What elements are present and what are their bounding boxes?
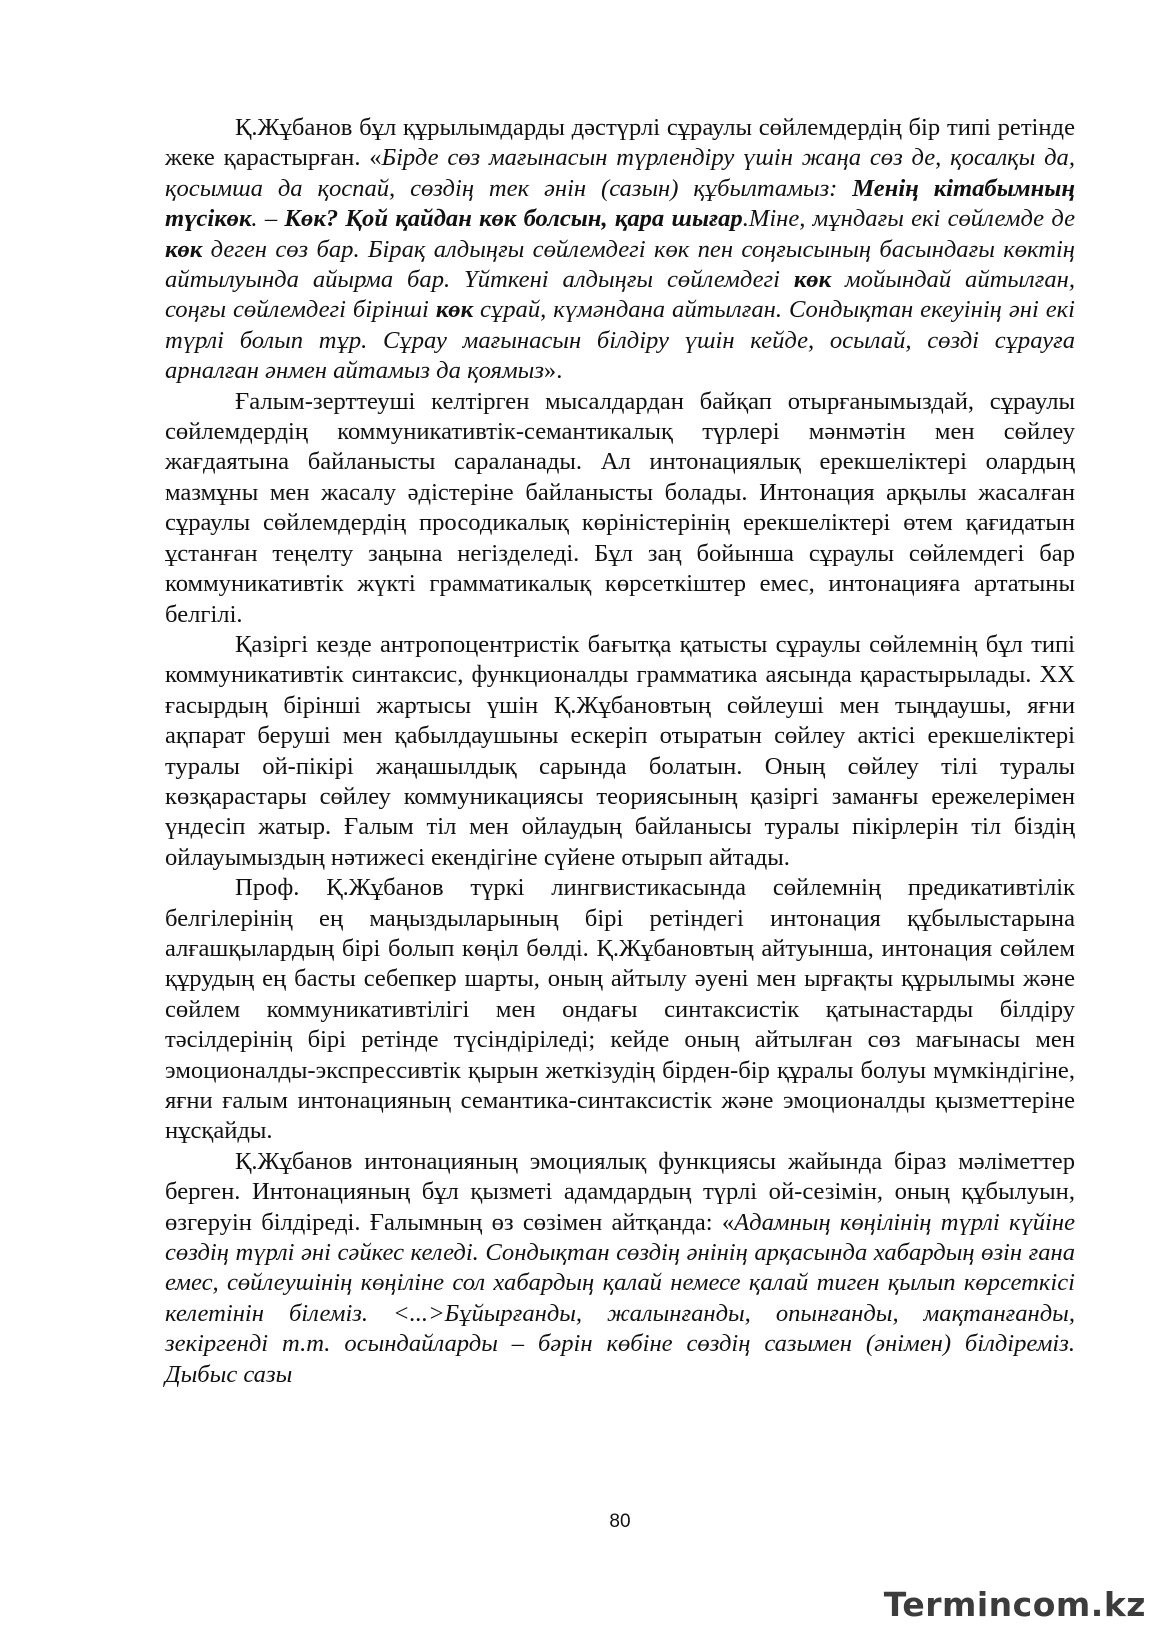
text-run: көк [793, 266, 832, 294]
text-run: Қ.Жұбанов интонацияның эмоциялық функциясы жайында біраз мәліметтер берген. Интонацияның бұл қызметі адамдардың түрлі ой-сезімін, оның құбылуын, өзгеруін білдіреді. Ғалымның өз сөзімен айтқанда: « [165, 1147, 1075, 1236]
text-run: ». [543, 357, 563, 385]
text-run: көк [435, 296, 474, 324]
text-run: Қазіргі кезде антропоцентристік бағытқа қатысты сұраулы сөйлемнің бұл типі коммуникативтік синтаксис, функционалды грамматика аясында қарастырылады. ХХ ғасырдың бірінші жартысы үшін Қ.Жұбановтың сөйлеуші мен тыңдаушы, яғни ақпарат беруші мен қабылдаушыны ескеріп отыратын сөйлеу актісі ерекшеліктері туралы ой-пікірі жаңашылдық сарында болатын. Оның сөйлеу тілі туралы көзқарастары сөйлеу коммуникациясы теориясының қазіргі заманғы ережелерімен үндесіп жатыр. Ғалым тіл мен ойлаудың байланысы туралы пікірлерін тіл біздің ойлауымыздың нәтижесі екендігіне сүйене отырып айтады. [165, 630, 1075, 871]
text-run: Қ.Жұбанов бұл құрылымдарды дәстүрлі сұраулы сөйлемдердің бір типі ретінде жеке қарастырған. « [165, 114, 1075, 172]
text-run: Менің кітабымның түсі [165, 174, 1075, 233]
site-logo: Termincom.kz [883, 1585, 1146, 1624]
document-body [165, 113, 1075, 1390]
paragraph-5 [165, 1147, 1075, 1390]
text-run: көк [165, 235, 203, 263]
paragraph-2 [165, 387, 1075, 630]
paragraph-4 [165, 873, 1075, 1147]
page-number: 80 [609, 1511, 631, 1532]
text-run: деген сөз бар. Бірақ алдыңғы сөйлемдегі көк пен соңғысының басындағы көктің айтылуында айырма бар. Үйткені алдыңғы сөйлемдегі [165, 235, 1075, 294]
text-run: Адамның көңілінің түрлі күйіне сөздің түрлі әні сәйкес келеді. Сондықтан сөздің әнінің арқасында хабардың өзін ғана емес, сөйлеушінің көңіліне сол хабардың қалай немесе қалай тиген қылып көрсеткісі келетінін білеміз. <...>Бұйырғанды, жалынғанды, опынғанды, мақтанғанды, зекіргенді т.т. осындайларды – бәрін көбіне сөздің сазымен (әнімен) білдіреміз. Дыбыс сазы [165, 1208, 1076, 1388]
text-run: Бірде сөз мағынасын түрлендіру үшін жаңа сөз де, қосалқы да, қосымша да қоспай, сөздің тек әнін (сазын) құбылтамыз: [165, 144, 1075, 202]
text-run: .Міне, мұндағы екі сөйлемде де [742, 205, 1076, 233]
text-run: Проф. Қ.Жұбанов түркі лингвистикасында сөйлемнің предикативтілік белгілерінің ең маңыздыларының бірі ретіндегі интонация құбылыстарына алғашқылардың бірі болып көңіл бөлді. Қ.Жұбановтың айтуынша, интонация сөйлем құрудың ең басты себепкер шарты, оның айтылу әуені мен ырғақты құрылымы және сөйлем коммуникативтілігі мен ондағы синтаксистік қатынастарды білдіру тәсілдерінің бірі ретінде түсіндіріледі; кейде оның айтылған сөз мағынасы мен эмоционалды-экспрессивтік қырын жеткізудің бірден-бір құралы болуы мүмкіндігіне, яғни ғалым интонацияның семантика-синтаксистік және эмоционалды қызметтеріне нұсқайды. [165, 874, 1075, 1145]
paragraph-3 [165, 630, 1075, 873]
text-run: көк [214, 205, 252, 233]
text-run: мойындай айтылған, соңғы сөйлемдегі бірінші [165, 266, 1075, 324]
text-run: Көк? Қой қайдан көк болсын, қара шығар [284, 205, 743, 233]
text-run: Ғалым-зерттеуші келтірген мысалдардан байқап отырғанымыздай, сұраулы сөйлемдердің коммуникативтік-семантикалық түрлері мәнмәтін мен сөйлеу жағдаятына байланысты сараланады. Ал интонациялық ерекшеліктері олардың мазмұны мен жасалу әдістеріне байланысты болады. Интонация арқылы жасалған сұраулы сөйлемдердің просодикалық көріністерінің ерекшеліктері өтем қағидатын ұстанған теңелту заңына негізделеді. Бұл заң бойынша сұраулы сөйлемдегі бар коммуникативтік жүкті грамматикалық көрсеткіштер емес, интонацияға артатыны белгілі. [165, 387, 1075, 628]
paragraph-1 [165, 113, 1075, 387]
text-run: сұрай, күмәндана айтылған. Сондықтан екеуінің әні екі түрлі болып тұр. Сұрау мағынасын білдіру үшін кейде, осылай, сөзді сұрауға арналған әнмен айтамыз да қоямыз [165, 296, 1075, 385]
text-run: . – [251, 205, 285, 233]
